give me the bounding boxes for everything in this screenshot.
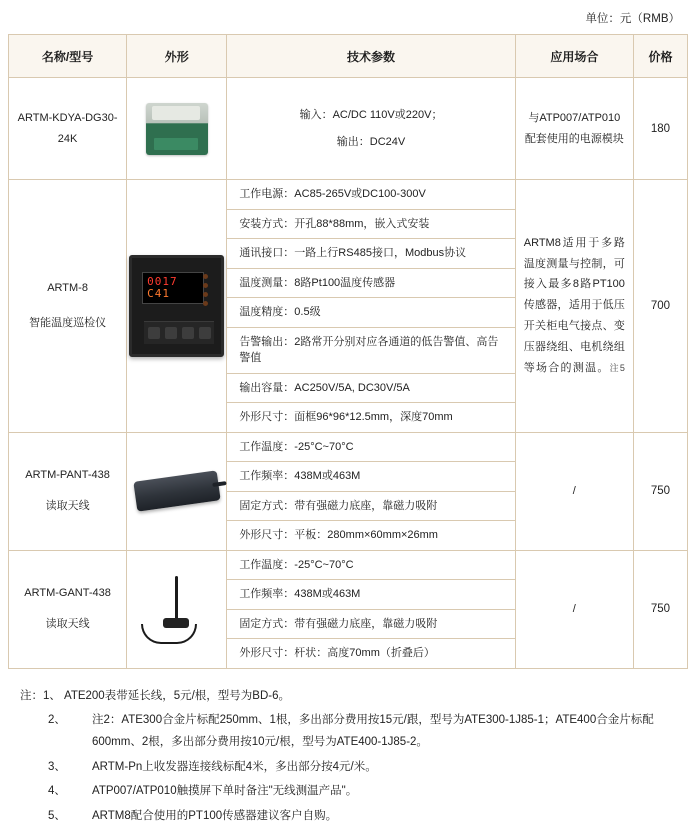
- footnote-index: 1、: [43, 689, 61, 702]
- param-line: 输出：DC24V: [336, 135, 406, 148]
- panel-antenna-image: [129, 476, 224, 506]
- table-row: [9, 180, 688, 433]
- param-line: 工作温度：-25°C~70°C: [227, 551, 514, 580]
- param-subtable: [227, 551, 514, 668]
- product-name-subline: 智能温度巡检仪: [29, 316, 107, 329]
- usage-text: ARTM8适用于多路温度测量与控制，可接入最多8路PT100传感器，适用于低压开关柜电气接点、变压器绕组、电机绕组等场合的测温。: [523, 236, 625, 374]
- header-price: 价格: [633, 35, 687, 78]
- product-price: 750: [633, 432, 687, 550]
- table-header-row: [9, 35, 688, 78]
- product-name-line: ARTM-PANT-438: [25, 469, 110, 482]
- param-line: 温度精度：0.5级: [227, 298, 514, 328]
- param-line: 通讯接口：一路上行RS485接口，Modbus协议: [227, 239, 514, 269]
- product-params: [227, 550, 515, 668]
- header-name: 名称/型号: [9, 35, 127, 78]
- param-line: 告警输出：2路常开分别对应各通道的低告警值、高告警值: [227, 327, 514, 373]
- param-line: 外形尺寸：平板：280mm×60mm×26mm: [227, 521, 514, 550]
- product-name-subline: 读取天线: [45, 500, 90, 512]
- param-line: 外形尺寸：杆状：高度70mm（折叠后）: [227, 639, 514, 668]
- product-usage: [515, 180, 633, 433]
- product-name: [9, 180, 127, 433]
- footnote-prefix-text: 注：: [20, 689, 43, 702]
- product-price: 700: [633, 180, 687, 433]
- product-name: [9, 78, 127, 180]
- footnote-text: ATE200表带延长线，5元/根，型号为BD-6。: [64, 689, 290, 702]
- header-usage: 应用场合: [515, 35, 633, 78]
- product-name-subline: 读取天线: [45, 618, 90, 630]
- footnote-prefix: [20, 685, 64, 707]
- param-line: 温度测量：8路Pt100温度传感器: [227, 268, 514, 298]
- product-price: 180: [633, 78, 687, 180]
- footnote-item: [20, 805, 676, 827]
- power-module-image: [129, 103, 224, 155]
- footnote-index: 3、: [48, 760, 66, 773]
- footnote-index: 5、: [48, 809, 66, 822]
- param-subtable: [227, 433, 514, 550]
- footnote-item: [20, 709, 676, 754]
- table-row: [9, 78, 688, 180]
- footnote-text: ATP007/ATP010触摸屏下单时备注"无线测温产品"。: [92, 785, 358, 798]
- param-line: 工作频率：438M或463M: [227, 580, 514, 610]
- product-usage: /: [515, 432, 633, 550]
- param-line: 工作温度：-25°C~70°C: [227, 433, 514, 462]
- footnote-item: [20, 685, 676, 707]
- product-image-cell: [127, 550, 227, 668]
- footnote-index: 4、: [48, 785, 66, 798]
- product-params: [227, 78, 515, 180]
- footnote-index: 2、: [48, 713, 66, 726]
- param-line: 输入：AC/DC 110V或220V；: [299, 109, 443, 122]
- product-params: [227, 180, 515, 433]
- product-name-line: ARTM-GANT-438: [24, 587, 111, 600]
- param-line: 外形尺寸：面框96*96*12.5mm，深度70mm: [227, 403, 514, 432]
- footnote-text: 注2：ATE300合金片标配250mm、1根，多出部分费用按15元/跟，型号为ATE300-1J85-1；ATE400合金片标配600mm、2根，多出部分费用按10元/根，型号为ATE400-1J85-2。: [92, 713, 654, 749]
- param-line: 工作电源：AC85-265V或DC100-300V: [227, 180, 514, 209]
- header-params: 技术参数: [227, 35, 515, 78]
- product-spec-table: [8, 34, 688, 669]
- product-name-line: ARTM-KDYA-DG30-24K: [17, 111, 118, 145]
- param-line: 工作频率：438M或463M: [227, 462, 514, 492]
- header-shape: 外形: [127, 35, 227, 78]
- product-image-cell: [127, 180, 227, 433]
- footnote-item: [20, 780, 676, 802]
- product-usage: /: [515, 550, 633, 668]
- product-image-cell: [127, 432, 227, 550]
- table-row: [9, 432, 688, 550]
- unit-label: 单位：元（RMB）: [585, 13, 680, 25]
- product-image-cell: [127, 78, 227, 180]
- param-subtable: [227, 180, 514, 432]
- footnote-item: [20, 756, 676, 778]
- product-name: [9, 550, 127, 668]
- param-line: 输出容量：AC250V/5A, DC30V/5A: [227, 373, 514, 403]
- param-line: 安装方式：开孔88*88mm，嵌入式安装: [227, 209, 514, 239]
- footnotes: [20, 685, 676, 828]
- footnote-text: ARTM8配合使用的PT100传感器建议客户自购。: [92, 809, 338, 822]
- temperature-meter-image: 0017 C41: [129, 255, 224, 357]
- param-line: 固定方式：带有强磁力底座，靠磁力吸附: [227, 609, 514, 639]
- product-name-line: ARTM-8: [47, 281, 88, 294]
- product-price: 750: [633, 550, 687, 668]
- rod-antenna-image: [129, 574, 224, 644]
- param-line: 固定方式：带有强磁力底座，靠磁力吸附: [227, 491, 514, 521]
- product-params: [227, 432, 515, 550]
- table-row: [9, 550, 688, 668]
- product-name: [9, 432, 127, 550]
- product-usage: 与ATP007/ATP010配套使用的电源模块: [515, 78, 633, 180]
- usage-note: 注5: [609, 362, 625, 373]
- footnote-text: ARTM-Pn上收发器连接线标配4米，多出部分按4元/米。: [92, 760, 377, 773]
